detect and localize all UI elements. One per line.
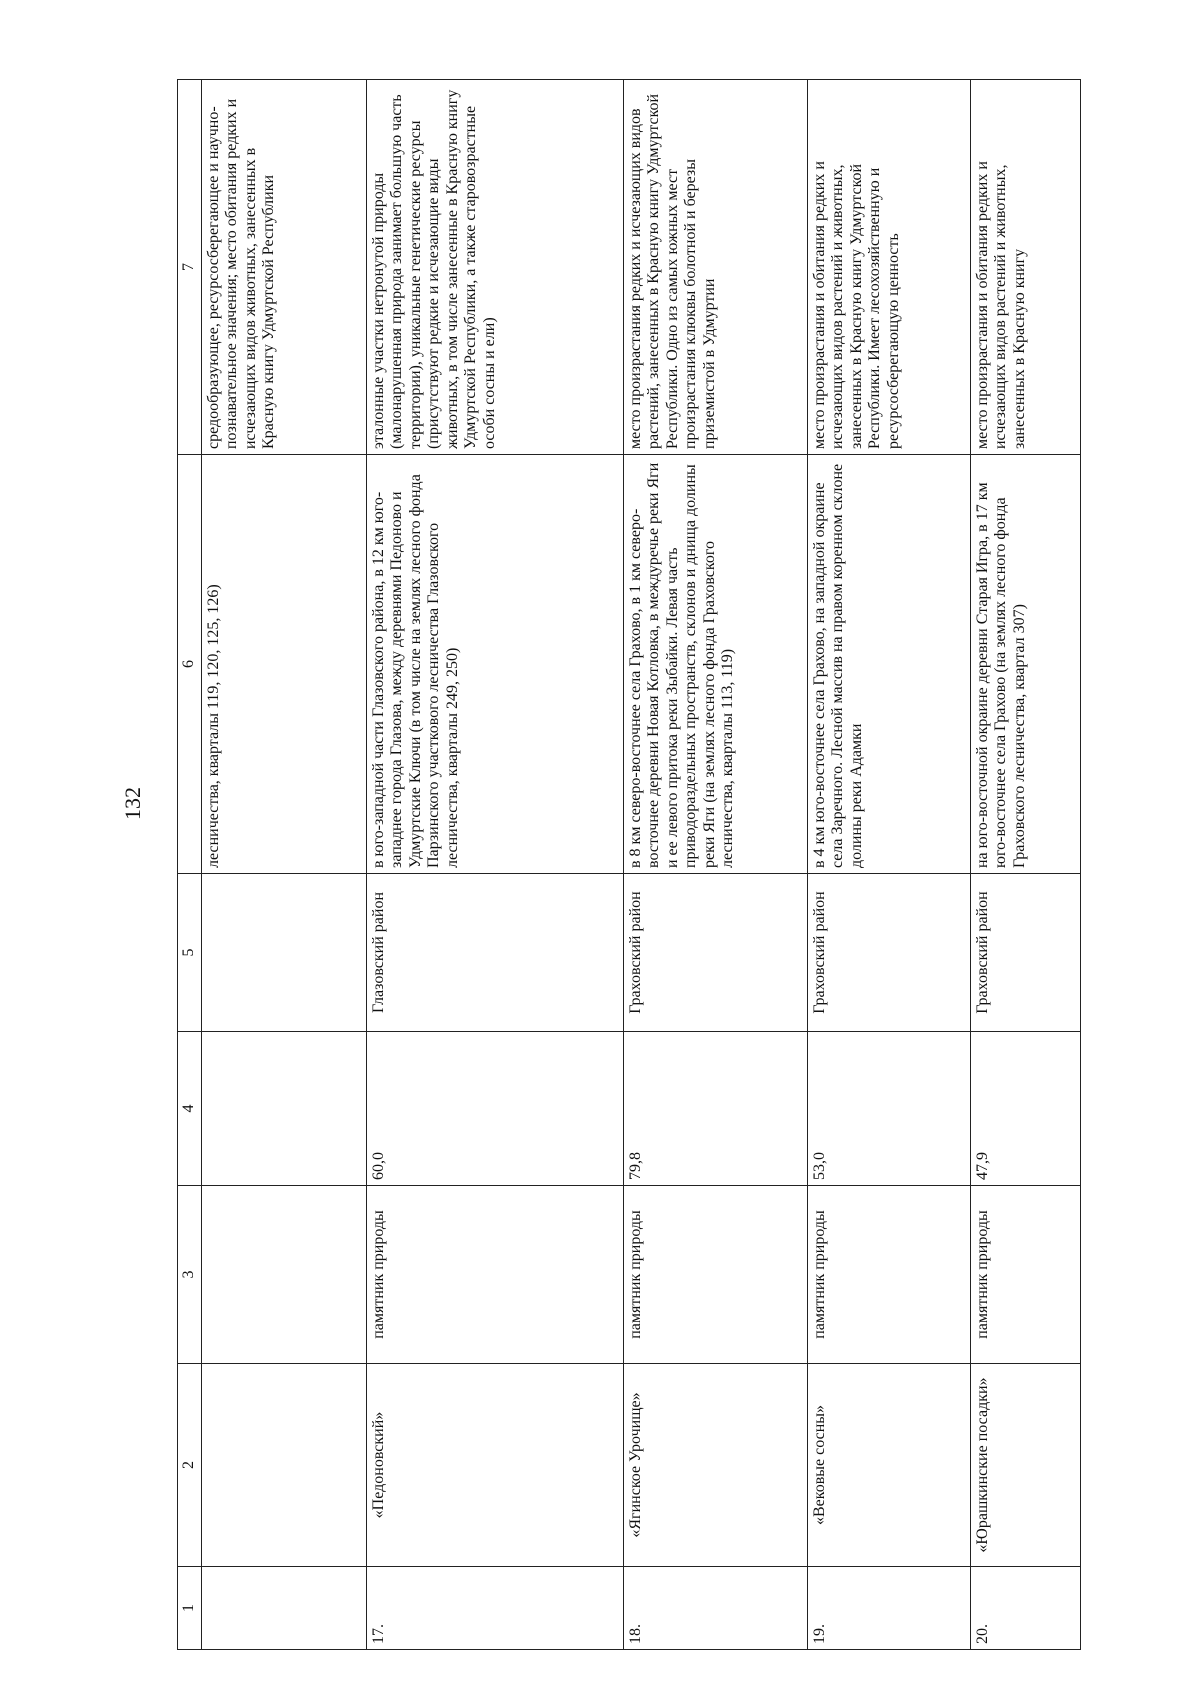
object-name: «Ягинское Урочище» [623, 1364, 807, 1567]
page-number: 132 [120, 787, 145, 820]
header-col-7: 7 [178, 80, 202, 455]
object-significance: место произрастания и обитания редких и исчезающих видов растений и животных, занесенных в Красную книгу Удмуртской Республики. Имеет лесохозяйственную и ресурсосберегающую ценность [807, 80, 970, 455]
object-area: 53,0 [807, 1032, 970, 1186]
object-area [201, 1032, 366, 1186]
object-location: в юго-западной части Глазовского района, в 12 км юго-западнее города Глазова, между деревнями Педоново и Удмуртские Ключи (в том числе на землях лесного фонда Парзинского участкового лесничества Глазовского лесничества, кварталы 249, 250) [366, 455, 623, 874]
object-category [201, 1186, 366, 1364]
row-number [201, 1567, 366, 1650]
protected-areas-table [177, 79, 1081, 1650]
object-location: в 4 км юго-восточнее села Грахово, на западной окраине села Заречного. Лесной массив на правом коренном склоне долины реки Адамки [807, 455, 970, 874]
object-significance: место произрастания и обитания редких и исчезающих видов растений и животных, занесенных в Красную книгу [970, 80, 1080, 455]
object-significance: средообразующее, ресурсосберегающее и научно-познавательное значения; место обитания редких и исчезающих видов животных, занесенных в Красную книгу Удмуртской Республики [201, 80, 366, 455]
object-district [201, 874, 366, 1032]
object-category: памятник природы [366, 1186, 623, 1364]
table-row-continuation [201, 80, 366, 1650]
object-district: Глазовский район [366, 874, 623, 1032]
row-number: 19. [807, 1567, 970, 1650]
object-district: Граховский район [807, 874, 970, 1032]
object-location: в 8 км северо-восточнее села Грахово, в 1 км северо-восточнее деревни Новая Котловка, в междуречье реки Яги и ее левого притока реки Зыбайки. Левая часть приводораздельных пространств, склонов и днища долины реки Яги (на землях лесного фонда Граховского лесничества, кварталы 113, 119) [623, 455, 807, 874]
header-col-1: 1 [178, 1567, 202, 1650]
object-category: памятник природы [970, 1186, 1080, 1364]
object-district: Граховский район [623, 874, 807, 1032]
header-col-5: 5 [178, 874, 202, 1032]
object-name: «Вековые сосны» [807, 1364, 970, 1567]
object-name [201, 1364, 366, 1567]
object-area: 60,0 [366, 1032, 623, 1186]
table-row-18 [623, 80, 807, 1650]
header-col-3: 3 [178, 1186, 202, 1364]
rotated-table-container [177, 80, 1077, 1650]
object-district: Граховский район [970, 874, 1080, 1032]
header-col-4: 4 [178, 1032, 202, 1186]
object-significance: место произрастания редких и исчезающих видов растений, занесенных в Красную книгу Удмуртской Республики. Одно из самых южных мест произрастания клюквы болотной и березы приземистой в Удмуртии [623, 80, 807, 455]
object-category: памятник природы [807, 1186, 970, 1364]
table-row-19 [807, 80, 970, 1650]
object-name: «Педоновский» [366, 1364, 623, 1567]
object-location: лесничества, кварталы 119, 120, 125, 126) [201, 455, 366, 874]
object-area: 47,9 [970, 1032, 1080, 1186]
table-header-row [178, 80, 202, 1650]
row-number: 18. [623, 1567, 807, 1650]
header-col-2: 2 [178, 1364, 202, 1567]
object-name: «Юрашкинские посадки» [970, 1364, 1080, 1567]
object-location: на юго-восточной окраине деревни Старая Игра, в 17 км юго-восточнее села Грахово (на землях лесного фонда Граховского лесничества, квартал 307) [970, 455, 1080, 874]
table-row-17 [366, 80, 623, 1650]
table-row-20 [970, 80, 1080, 1650]
object-significance: эталонные участки нетронутой природы (малонарушенная природа занимает большую часть территории), уникальные генетические ресурсы (присутствуют редкие и исчезающие виды животных, в том числе занесенные в Красную книгу Удмуртской Республики, а также старовозрастные особи сосны и ели) [366, 80, 623, 455]
object-category: памятник природы [623, 1186, 807, 1364]
header-col-6: 6 [178, 455, 202, 874]
object-area: 79,8 [623, 1032, 807, 1186]
row-number: 17. [366, 1567, 623, 1650]
row-number: 20. [970, 1567, 1080, 1650]
